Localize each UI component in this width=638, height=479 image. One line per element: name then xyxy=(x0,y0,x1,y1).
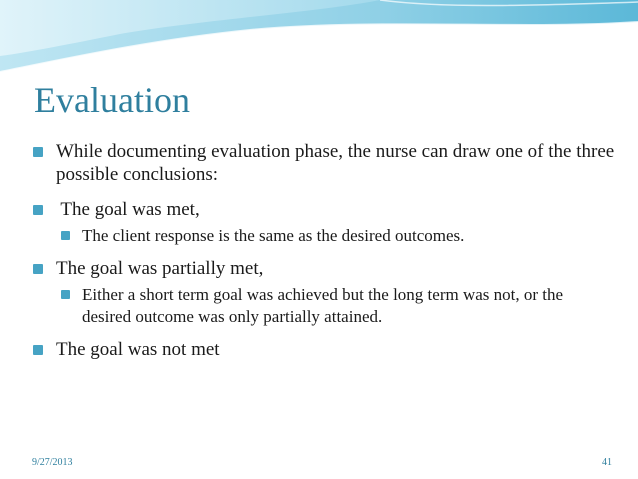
bullet-item xyxy=(30,198,620,221)
square-bullet-icon xyxy=(30,338,56,361)
square-bullet-icon xyxy=(58,225,82,247)
slide-title: Evaluation xyxy=(34,80,190,120)
bullet-text: The goal was not met xyxy=(56,339,220,360)
sub-bullet-text: Either a short term goal was achieved but the long term was not, or the desired outcome was only partially attained. xyxy=(82,285,564,326)
square-bullet-icon xyxy=(30,140,56,163)
slide-body xyxy=(30,140,620,361)
bullet-item xyxy=(30,140,620,186)
bullet-text: While documenting evaluation phase, the nurse can draw one of the three possible conclusions: xyxy=(56,141,615,185)
bullet-item xyxy=(30,257,620,280)
sub-bullet-item xyxy=(58,225,620,247)
header-wave-decoration xyxy=(0,0,638,80)
bullet-text: The goal was partially met, xyxy=(56,258,264,279)
sub-bullet-item xyxy=(58,284,578,328)
bullet-text: The goal was met, xyxy=(56,199,200,220)
footer-page-number: 41 xyxy=(602,457,612,468)
bullet-item xyxy=(30,338,620,361)
footer-date: 9/27/2013 xyxy=(32,457,73,468)
square-bullet-icon xyxy=(30,257,56,280)
sub-bullet-text: The client response is the same as the desired outcomes. xyxy=(82,226,465,245)
square-bullet-icon xyxy=(58,284,82,306)
square-bullet-icon xyxy=(30,198,56,221)
